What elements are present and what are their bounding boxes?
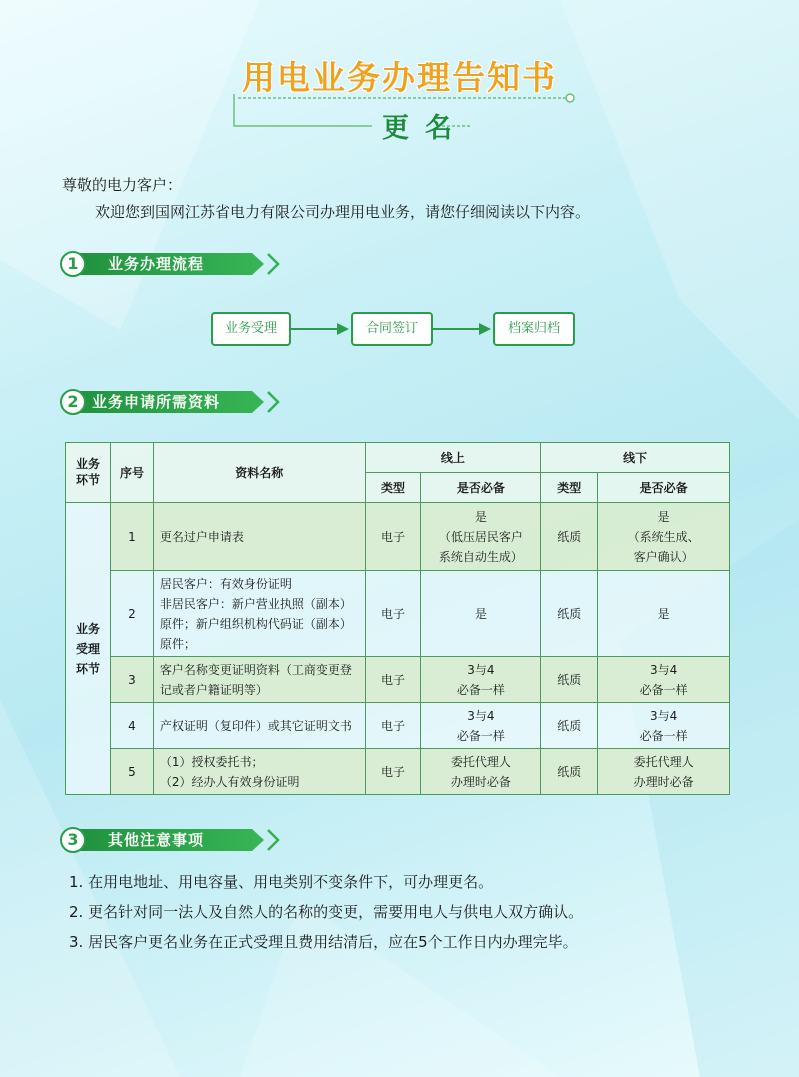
header-online-type: 类型 xyxy=(365,473,421,503)
row-online-type: 电子 xyxy=(365,571,421,657)
intro-text: 欢迎您到国网江苏省电力有限公司办理用电业务，请您仔细阅读以下内容。 xyxy=(95,203,591,221)
required-documents-table xyxy=(65,442,730,795)
flow-step-3: 档案归档 xyxy=(493,312,575,346)
row-offline-type: 纸质 xyxy=(541,703,598,749)
section-label: 业务办理流程 xyxy=(108,255,205,273)
row-number: 2 xyxy=(110,571,153,657)
header-offline: 线下 xyxy=(541,443,730,473)
row-document-name: 客户名称变更证明资料（工商变更登记或者户籍证明等） xyxy=(153,657,365,703)
stage-cell: 业务受理环节 xyxy=(66,503,111,795)
table-row xyxy=(66,571,730,657)
arrow-right-icon xyxy=(291,321,351,337)
page-title: 用电业务办理告知书 xyxy=(242,58,557,97)
header-offline-type: 类型 xyxy=(541,473,598,503)
row-offline-type: 纸质 xyxy=(541,657,598,703)
row-online-required: 是 （低压居民客户 系统自动生成） xyxy=(421,503,541,571)
section-label: 其他注意事项 xyxy=(108,831,205,849)
row-number: 3 xyxy=(110,657,153,703)
header-online: 线上 xyxy=(365,443,541,473)
note-item: 2. 更名针对同一法人及自然人的名称的变更，需要用电人与供电人双方确认。 xyxy=(69,903,584,921)
header-stage: 业务环节 xyxy=(66,443,111,503)
row-offline-type: 纸质 xyxy=(541,749,598,795)
chevron-right-icon xyxy=(266,829,284,851)
row-number: 4 xyxy=(110,703,153,749)
page-subtitle: 更名 xyxy=(382,113,468,144)
header-offline-required: 是否必备 xyxy=(598,473,730,503)
note-item: 1. 在用电地址、用电容量、用电类别不变条件下，可办理更名。 xyxy=(69,873,494,891)
row-online-type: 电子 xyxy=(365,503,421,571)
row-online-type: 电子 xyxy=(365,703,421,749)
chevron-right-icon xyxy=(266,391,284,413)
row-document-name: 产权证明（复印件）或其它证明文书 xyxy=(153,703,365,749)
greeting: 尊敬的电力客户： xyxy=(62,176,183,194)
note-item: 3. 居民客户更名业务在正式受理且费用结清后，应在5个工作日内办理完毕。 xyxy=(69,933,578,951)
row-document-name: 更名过户申请表 xyxy=(153,503,365,571)
table-row xyxy=(66,657,730,703)
table-row xyxy=(66,703,730,749)
header-number: 序号 xyxy=(110,443,153,503)
row-number: 1 xyxy=(110,503,153,571)
row-offline-required: 是 （系统生成、 客户确认） xyxy=(598,503,730,571)
row-number: 5 xyxy=(110,749,153,795)
flow-step-2: 合同签订 xyxy=(351,312,433,346)
row-offline-type: 纸质 xyxy=(541,571,598,657)
table-row xyxy=(66,503,730,571)
row-online-required: 委托代理人 办理时必备 xyxy=(421,749,541,795)
row-document-name: 居民客户：有效身份证明 非居民客户：新户营业执照（副本）原件；新户组织机构代码证（副本）原件； xyxy=(153,571,365,657)
section-3-header xyxy=(60,827,275,853)
row-offline-type: 纸质 xyxy=(541,503,598,571)
row-online-required: 是 xyxy=(421,571,541,657)
table-row xyxy=(66,749,730,795)
notes-list xyxy=(69,870,583,960)
arrow-right-icon xyxy=(433,321,493,337)
row-online-type: 电子 xyxy=(365,749,421,795)
row-offline-required: 3与4 必备一样 xyxy=(598,657,730,703)
section-2-header xyxy=(60,389,275,415)
row-document-name: （1）授权委托书； （2）经办人有效身份证明 xyxy=(153,749,365,795)
row-online-type: 电子 xyxy=(365,657,421,703)
section-label: 业务申请所需资料 xyxy=(92,393,221,411)
chevron-right-icon xyxy=(266,253,284,275)
row-online-required: 3与4 必备一样 xyxy=(421,703,541,749)
header-online-required: 是否必备 xyxy=(421,473,541,503)
section-number: 1 xyxy=(60,251,86,277)
header-document-name: 资料名称 xyxy=(153,443,365,503)
row-offline-required: 是 xyxy=(598,571,730,657)
row-offline-required: 3与4 必备一样 xyxy=(598,703,730,749)
flow-step-1: 业务受理 xyxy=(211,312,291,346)
section-1-header xyxy=(60,251,275,277)
row-online-required: 3与4 必备一样 xyxy=(421,657,541,703)
section-number: 3 xyxy=(60,827,86,853)
row-offline-required: 委托代理人 办理时必备 xyxy=(598,749,730,795)
section-number: 2 xyxy=(60,389,86,415)
